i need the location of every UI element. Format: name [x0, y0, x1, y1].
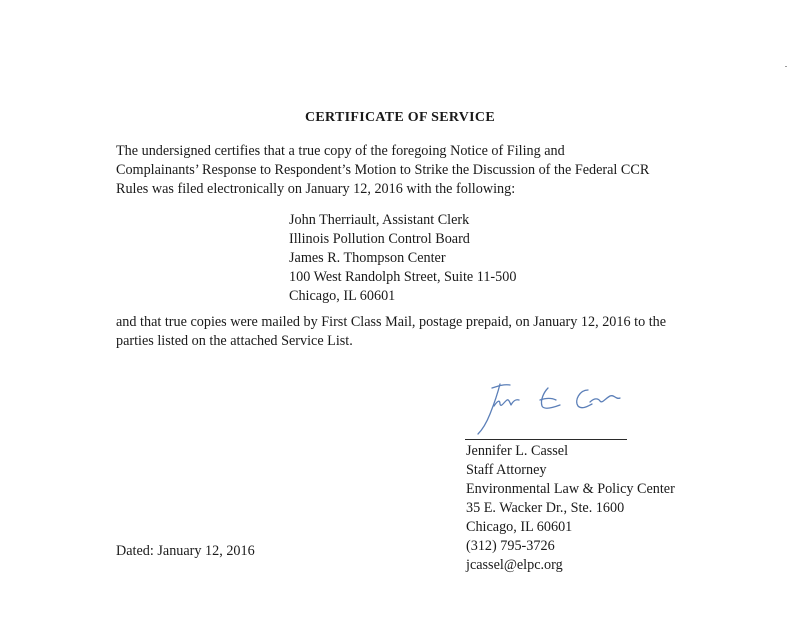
scan-speck: [785, 66, 787, 67]
recipient-city: Chicago, IL 60601: [289, 288, 396, 304]
signer-city: Chicago, IL 60601: [466, 519, 573, 535]
dated-value: January 12, 2016: [157, 543, 255, 559]
handwritten-signature: [470, 370, 640, 438]
recipient-address-block: [289, 211, 516, 306]
signer-name: Jennifer L. Cassel: [466, 443, 569, 459]
recipient-street: 100 West Randolph Street, Suite 11-500: [289, 269, 517, 285]
signer-phone: (312) 795-3726: [466, 538, 555, 554]
recipient-building: James R. Thompson Center: [289, 250, 446, 266]
certification-line: Complainants’ Response to Respondent’s Motion to Strike the Discussion of the Federal CCR: [116, 162, 650, 178]
signer-title: Staff Attorney: [466, 462, 547, 478]
mailing-line: parties listed on the attached Service List.: [116, 333, 353, 349]
document-title: CERTIFICATE OF SERVICE: [305, 110, 495, 125]
signer-email: jcassel@elpc.org: [466, 557, 563, 573]
certification-line: Rules was filed electronically on January 12, 2016 with the following:: [116, 181, 516, 197]
signer-block: [466, 442, 675, 575]
mailing-line: and that true copies were mailed by First Class Mail, postage prepaid, on January 12, 2016 to the: [116, 314, 667, 330]
mailing-paragraph: [116, 313, 696, 351]
signature-drawing: [470, 370, 640, 438]
dated-line: [116, 543, 255, 560]
recipient-organization: Illinois Pollution Control Board: [289, 231, 470, 247]
signer-street: 35 E. Wacker Dr., Ste. 1600: [466, 500, 625, 516]
signer-organization: Environmental Law & Policy Center: [466, 481, 675, 497]
recipient-name: John Therriault, Assistant Clerk: [289, 212, 470, 228]
certification-line: The undersigned certifies that a true copy of the foregoing Notice of Filing and: [116, 143, 565, 159]
signature-line: [465, 439, 627, 440]
certification-paragraph: [116, 142, 696, 199]
dated-label: Dated:: [116, 543, 154, 559]
